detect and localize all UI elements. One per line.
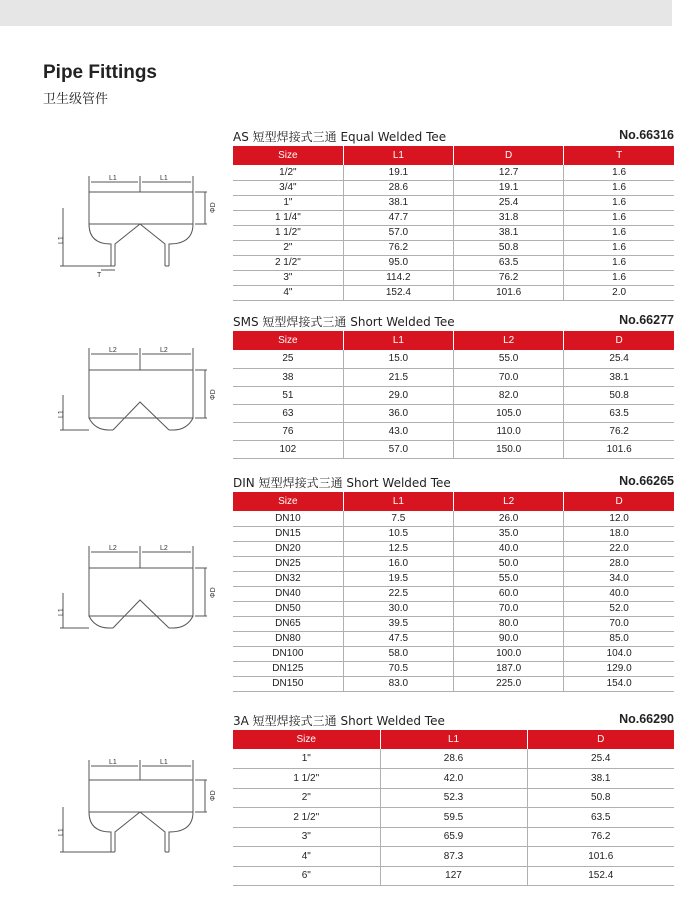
table-cell: 58.0 — [343, 646, 453, 661]
spec-table — [233, 730, 674, 886]
table-cell: 1.6 — [564, 180, 674, 195]
table-cell: 152.4 — [343, 285, 453, 300]
table-cell: 50.8 — [564, 386, 674, 404]
table-row — [233, 827, 674, 847]
dim-label: L1 — [58, 608, 65, 616]
table-cell: 76.2 — [343, 240, 453, 255]
table-cell: 101.6 — [527, 847, 674, 867]
table-cell: 95.0 — [343, 255, 453, 270]
table-cell: 30.0 — [343, 601, 453, 616]
table-row — [233, 616, 674, 631]
dim-label: L1 — [58, 410, 65, 418]
table-cell: 70.0 — [454, 601, 564, 616]
table-cell: 104.0 — [564, 646, 674, 661]
table-cell: 39.5 — [343, 616, 453, 631]
table-cell: 152.4 — [527, 866, 674, 886]
column-header: L1 — [343, 492, 453, 511]
table-row — [233, 350, 674, 368]
table-cell: 2" — [233, 240, 343, 255]
table-cell: 1.6 — [564, 225, 674, 240]
table-cell: 7.5 — [343, 511, 453, 526]
table-cell: 52.0 — [564, 601, 674, 616]
section-number: No.66265 — [619, 474, 674, 488]
table-cell: 35.0 — [454, 526, 564, 541]
table-row — [233, 788, 674, 808]
column-header: L1 — [343, 331, 453, 350]
table-cell: 225.0 — [454, 676, 564, 691]
table-cell: 28.0 — [564, 556, 674, 571]
table-cell: 102 — [233, 440, 343, 458]
dim-label: ΦD — [210, 790, 217, 801]
column-header: D — [527, 730, 674, 749]
table-cell: 52.3 — [380, 788, 527, 808]
table-cell: 26.0 — [454, 511, 564, 526]
table-cell: 114.2 — [343, 270, 453, 285]
table-cell: 1.6 — [564, 195, 674, 210]
table-cell: DN80 — [233, 631, 343, 646]
table-row — [233, 769, 674, 789]
table-cell: 28.6 — [343, 180, 453, 195]
top-bar — [0, 0, 672, 26]
table-row — [233, 180, 674, 195]
table-cell: 1.6 — [564, 210, 674, 225]
table-cell: 90.0 — [454, 631, 564, 646]
table-row — [233, 866, 674, 886]
table-cell: 65.9 — [380, 827, 527, 847]
table-cell: 19.5 — [343, 571, 453, 586]
table-cell: 47.5 — [343, 631, 453, 646]
table-cell: 1.6 — [564, 255, 674, 270]
table-cell: 36.0 — [343, 404, 453, 422]
table-row — [233, 440, 674, 458]
dim-label: ΦD — [210, 202, 217, 213]
table-cell: 3/4" — [233, 180, 343, 195]
section-name: 3A 短型焊接式三通 Short Welded Tee — [233, 714, 445, 728]
table-row — [233, 240, 674, 255]
table-row — [233, 526, 674, 541]
table-cell: DN150 — [233, 676, 343, 691]
column-header: D — [564, 492, 674, 511]
table-cell: 63.5 — [527, 808, 674, 828]
section-header — [233, 474, 674, 492]
table-cell: 1.6 — [564, 240, 674, 255]
table-cell: DN50 — [233, 601, 343, 616]
table-cell: 1/2" — [233, 165, 343, 180]
column-header: Size — [233, 331, 343, 350]
table-cell: 22.0 — [564, 541, 674, 556]
dim-label: L1 — [160, 759, 168, 766]
table-cell: 38.1 — [527, 769, 674, 789]
table-cell: 4" — [233, 285, 343, 300]
table-cell: 83.0 — [343, 676, 453, 691]
table-cell: 51 — [233, 386, 343, 404]
table-cell: 25.4 — [454, 195, 564, 210]
column-header: L1 — [380, 730, 527, 749]
table-cell: 129.0 — [564, 661, 674, 676]
table-cell: 1.6 — [564, 165, 674, 180]
table-cell: DN20 — [233, 541, 343, 556]
page-subtitle: 卫生级管件 — [43, 92, 109, 107]
table-cell: 127 — [380, 866, 527, 886]
table-cell: 6" — [233, 866, 380, 886]
table-row — [233, 225, 674, 240]
column-header: D — [454, 146, 564, 165]
table-cell: DN32 — [233, 571, 343, 586]
table-cell: 4" — [233, 847, 380, 867]
table-cell: 12.7 — [454, 165, 564, 180]
table-row — [233, 511, 674, 526]
table-cell: 80.0 — [454, 616, 564, 631]
table-cell: 1 1/2" — [233, 769, 380, 789]
table-cell: 3" — [233, 827, 380, 847]
table-row — [233, 195, 674, 210]
section-name: SMS 短型焊接式三通 Short Welded Tee — [233, 315, 455, 329]
table-cell: 59.5 — [380, 808, 527, 828]
table-cell: 38 — [233, 368, 343, 386]
table-cell: 63 — [233, 404, 343, 422]
table-cell: 101.6 — [564, 440, 674, 458]
table-row — [233, 368, 674, 386]
table-cell: 12.0 — [564, 511, 674, 526]
table-cell: DN125 — [233, 661, 343, 676]
table-cell: 1 1/2" — [233, 225, 343, 240]
tee-diagram — [55, 752, 230, 860]
table-row — [233, 210, 674, 225]
table-cell: 60.0 — [454, 586, 564, 601]
table-row — [233, 676, 674, 691]
section-as-equal-tee — [233, 128, 674, 301]
table-row — [233, 661, 674, 676]
spec-table — [233, 492, 674, 692]
table-cell: 105.0 — [454, 404, 564, 422]
table-header-row — [233, 331, 674, 350]
section-number: No.66277 — [619, 313, 674, 327]
dim-label: L2 — [109, 347, 117, 354]
section-sms-short-tee — [233, 313, 674, 459]
table-cell: 25 — [233, 350, 343, 368]
table-cell: 21.5 — [343, 368, 453, 386]
table-cell: 19.1 — [343, 165, 453, 180]
table-cell: 70.5 — [343, 661, 453, 676]
page-title: Pipe Fittings — [43, 62, 157, 83]
table-cell: 31.8 — [454, 210, 564, 225]
table-row — [233, 749, 674, 769]
table-cell: 154.0 — [564, 676, 674, 691]
dim-label: L2 — [160, 545, 168, 552]
table-cell: 76.2 — [454, 270, 564, 285]
table-cell: DN25 — [233, 556, 343, 571]
column-header: L2 — [454, 492, 564, 511]
table-row — [233, 847, 674, 867]
table-cell: 29.0 — [343, 386, 453, 404]
table-cell: 43.0 — [343, 422, 453, 440]
column-header: T — [564, 146, 674, 165]
table-cell: 3" — [233, 270, 343, 285]
table-cell: 2 1/2" — [233, 255, 343, 270]
table-row — [233, 808, 674, 828]
table-row — [233, 255, 674, 270]
table-cell: DN10 — [233, 511, 343, 526]
table-cell: DN65 — [233, 616, 343, 631]
table-row — [233, 556, 674, 571]
tee-diagram — [55, 168, 230, 283]
table-cell: 70.0 — [454, 368, 564, 386]
table-cell: 1 1/4" — [233, 210, 343, 225]
table-cell: 76.2 — [564, 422, 674, 440]
table-cell: 40.0 — [454, 541, 564, 556]
table-cell: 42.0 — [380, 769, 527, 789]
table-cell: 18.0 — [564, 526, 674, 541]
table-cell: 101.6 — [454, 285, 564, 300]
section-name: AS 短型焊接式三通 Equal Welded Tee — [233, 130, 447, 144]
table-cell: 55.0 — [454, 571, 564, 586]
table-cell: 1" — [233, 195, 343, 210]
table-cell: 57.0 — [343, 440, 453, 458]
table-row — [233, 386, 674, 404]
dim-label: L1 — [58, 236, 65, 244]
table-cell: 76.2 — [527, 827, 674, 847]
table-row — [233, 646, 674, 661]
table-cell: 50.8 — [454, 240, 564, 255]
table-cell: DN40 — [233, 586, 343, 601]
table-header-row — [233, 146, 674, 165]
dim-label: L1 — [109, 175, 117, 182]
table-cell: DN15 — [233, 526, 343, 541]
table-cell: 1.6 — [564, 270, 674, 285]
table-header-row — [233, 492, 674, 511]
section-din-short-tee — [233, 474, 674, 692]
tee-diagram — [55, 538, 230, 638]
section-header — [233, 128, 674, 146]
dim-label: L1 — [160, 175, 168, 182]
column-header: Size — [233, 492, 343, 511]
table-cell: 19.1 — [454, 180, 564, 195]
table-row — [233, 541, 674, 556]
table-cell: 47.7 — [343, 210, 453, 225]
table-row — [233, 422, 674, 440]
dim-label: L2 — [160, 347, 168, 354]
table-cell: 87.3 — [380, 847, 527, 867]
table-cell: 2.0 — [564, 285, 674, 300]
table-row — [233, 404, 674, 422]
table-cell: 2" — [233, 788, 380, 808]
table-cell: 57.0 — [343, 225, 453, 240]
column-header: D — [564, 331, 674, 350]
section-name: DIN 短型焊接式三通 Short Welded Tee — [233, 476, 451, 490]
dim-label: T — [97, 272, 102, 279]
table-cell: DN100 — [233, 646, 343, 661]
table-cell: 2 1/2" — [233, 808, 380, 828]
table-cell: 150.0 — [454, 440, 564, 458]
dim-label: L1 — [58, 828, 65, 836]
column-header: Size — [233, 730, 380, 749]
table-cell: 15.0 — [343, 350, 453, 368]
table-row — [233, 571, 674, 586]
table-cell: 25.4 — [527, 749, 674, 769]
dim-label: L1 — [109, 759, 117, 766]
section-number: No.66290 — [619, 712, 674, 726]
column-header: L2 — [454, 331, 564, 350]
table-cell: 12.5 — [343, 541, 453, 556]
section-number: No.66316 — [619, 128, 674, 142]
section-header — [233, 712, 674, 730]
table-cell: 16.0 — [343, 556, 453, 571]
column-header: L1 — [343, 146, 453, 165]
dim-label: ΦD — [210, 587, 217, 598]
table-cell: 22.5 — [343, 586, 453, 601]
table-row — [233, 165, 674, 180]
dim-label: L2 — [109, 545, 117, 552]
table-row — [233, 586, 674, 601]
section-3a-short-tee — [233, 712, 674, 886]
table-cell: 63.5 — [564, 404, 674, 422]
table-cell: 100.0 — [454, 646, 564, 661]
table-cell: 85.0 — [564, 631, 674, 646]
table-cell: 38.1 — [454, 225, 564, 240]
table-cell: 40.0 — [564, 586, 674, 601]
table-cell: 70.0 — [564, 616, 674, 631]
table-cell: 25.4 — [564, 350, 674, 368]
spec-table — [233, 146, 674, 301]
table-cell: 63.5 — [454, 255, 564, 270]
table-cell: 50.8 — [527, 788, 674, 808]
table-row — [233, 270, 674, 285]
table-cell: 55.0 — [454, 350, 564, 368]
table-cell: 1" — [233, 749, 380, 769]
table-cell: 28.6 — [380, 749, 527, 769]
table-cell: 10.5 — [343, 526, 453, 541]
table-row — [233, 601, 674, 616]
table-header-row — [233, 730, 674, 749]
table-cell: 38.1 — [564, 368, 674, 386]
table-cell: 110.0 — [454, 422, 564, 440]
column-header: Size — [233, 146, 343, 165]
table-cell: 38.1 — [343, 195, 453, 210]
tee-diagram — [55, 340, 230, 440]
table-row — [233, 631, 674, 646]
table-cell: 76 — [233, 422, 343, 440]
table-cell: 82.0 — [454, 386, 564, 404]
dim-label: ΦD — [210, 389, 217, 400]
table-cell: 34.0 — [564, 571, 674, 586]
table-cell: 50.0 — [454, 556, 564, 571]
spec-table — [233, 331, 674, 459]
section-header — [233, 313, 674, 331]
table-cell: 187.0 — [454, 661, 564, 676]
table-row — [233, 285, 674, 300]
